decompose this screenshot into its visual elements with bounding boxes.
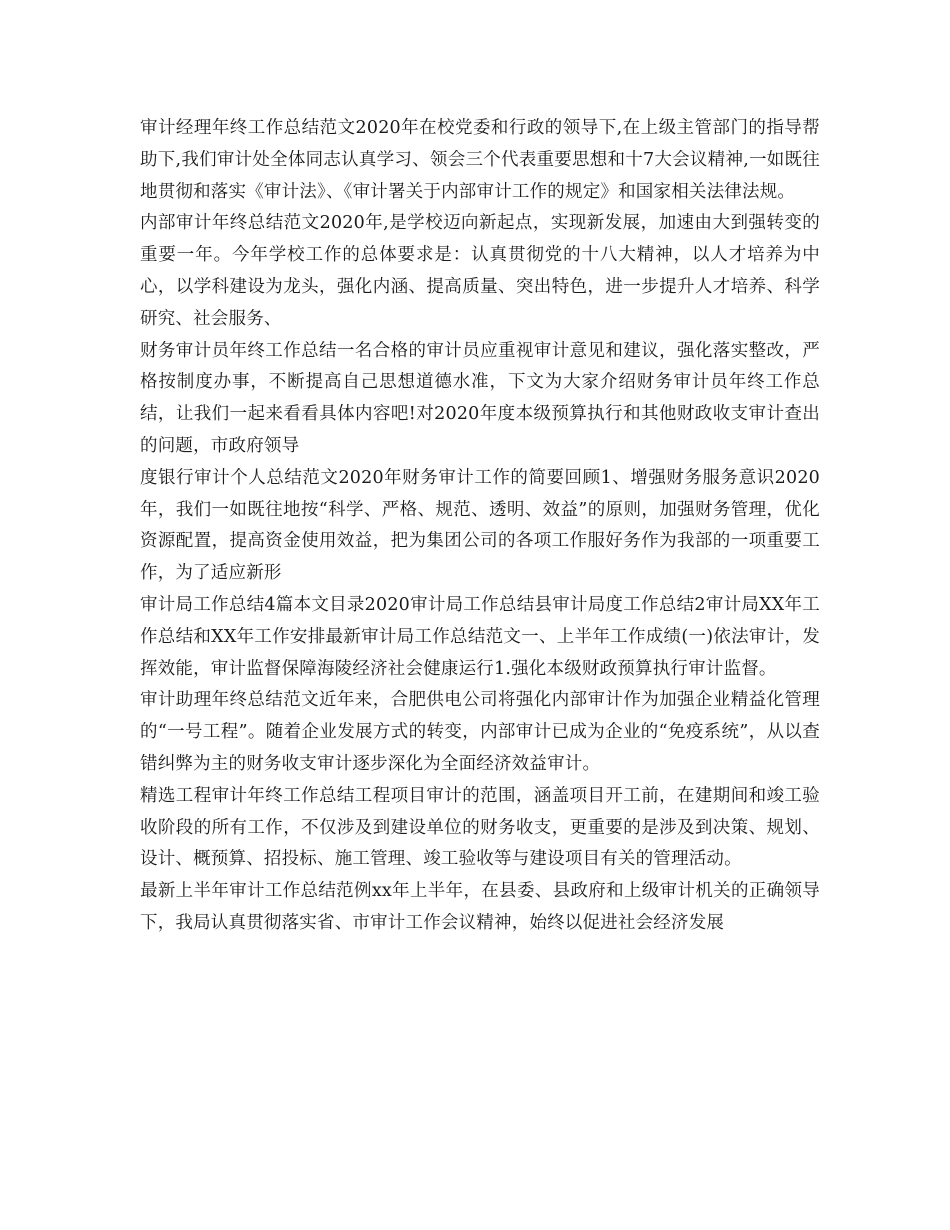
paragraph-bank-audit-summary: 度银行审计个人总结范文2020年财务审计工作的简要回顾1、增强财务服务意识2020年，我们一如既往地按“科学、严格、规范、透明、效益”的原则，加强财务管理，优化资源配置，提高资金使用效益，把为集团公司的各项工作服好务作为我部的一项重要工作，为了适应新形	[140, 467, 820, 584]
paragraph-audit-manager-summary: 审计经理年终工作总结范文2020年在校党委和行政的领导下,在上级主管部门的指导帮助下,我们审计处全体同志认真学习、领会三个代表重要思想和十7大会议精神,一如既往地贯彻和落实《审计法》、《审计署关于内部审计工作的规定》和国家相关法律法规。	[140, 118, 820, 202]
paragraph-engineering-audit-summary: 精选工程审计年终工作总结工程项目审计的范围，涵盖项目开工前，在建期间和竣工验收阶段的所有工作，不仅涉及到建设单位的财务收支，更重要的是涉及到决策、规划、设计、概预算、招投标、施工管理、竣工验收等与建设项目有关的管理活动。	[140, 785, 820, 870]
paragraph-audit-bureau-summary: 审计局工作总结4篇本文目录2020审计局工作总结县审计局度工作总结2审计局XX年工作总结和XX年工作安排最新审计局工作总结范文一、上半年工作成绩(一)依法审计，发挥效能，审计监督保障海陵经济社会健康运行1.强化本级财政预算执行审计监督。	[140, 594, 820, 679]
paragraph-financial-auditor-summary: 财务审计员年终工作总结一名合格的审计员应重视审计意见和建议，强化落实整改，严格按制度办事，不断提高自己思想道德水准，下文为大家介绍财务审计员年终工作总结，让我们一起来看看具体内容吧!对2020年度本级预算执行和其他财政收支审计查出的问题，市政府领导	[140, 340, 820, 456]
paragraph-audit-assistant-summary: 审计助理年终总结范文近年来，合肥供电公司将强化内部审计作为加强企业精益化管理的“一号工程”。随着企业发展方式的转变，内部审计已成为企业的“免疫系统”，从以查错纠弊为主的财务收支审计逐步深化为全面经济效益审计。	[140, 690, 820, 774]
paragraph-internal-audit-summary: 内部审计年终总结范文2020年,是学校迈向新起点，实现新发展，加速由大到强转变的重要一年。今年学校工作的总体要求是：认真贯彻党的十八大精神，以人才培养为中心，以学科建设为龙头，强化内涵、提高质量、突出特色，进一步提升人才培养、科学研究、社会服务、	[140, 213, 820, 329]
document-body	[140, 113, 820, 940]
paragraph-half-year-audit-summary: 最新上半年审计工作总结范例xx年上半年，在县委、县政府和上级审计机关的正确领导下，我局认真贯彻落实省、市审计工作会议精神，始终以促进社会经济发展	[140, 881, 820, 933]
